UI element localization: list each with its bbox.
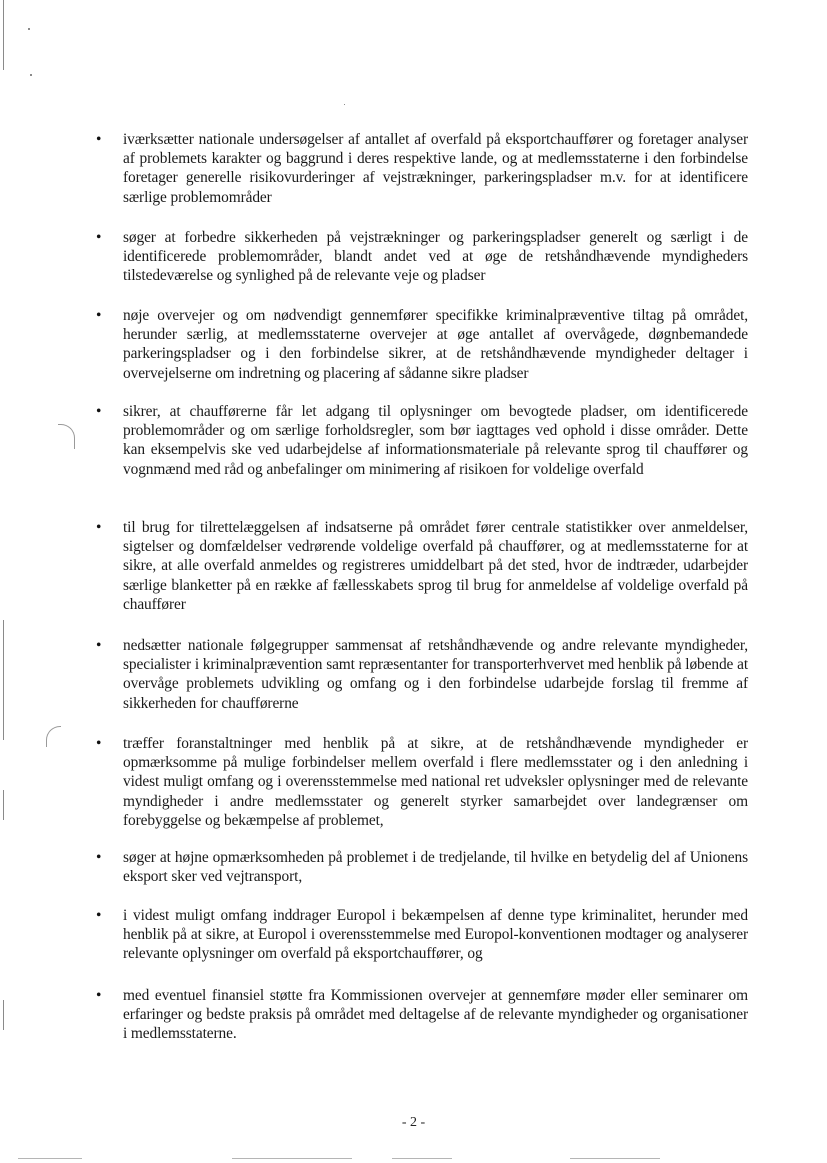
bullet-icon: • <box>96 229 102 246</box>
bullet-icon: • <box>96 307 102 324</box>
list-item-text: med eventuel finansiel støtte fra Kommissionen overvejer at gennemføre møder eller seminarer om erfaringer og bedste praksis på området med deltagelse af de relevante myndigheder og organisationer i medlemsstaterne. <box>123 987 748 1043</box>
list-item <box>96 734 748 830</box>
list-item-text: sikrer, at chaufførerne får let adgang til oplysninger om bevogtede pladser, om identificerede problemområder og om særlige forholdsregler, som bør iagttages ved ophold i disse områder. Dette kan eksempelvis ske ved udarbejdelse af informationsmateriale på relevante sprog til chauffører og vognmænd med råd og anbefalinger om minimering af risikoen for voldelige overfald <box>123 403 748 478</box>
bullet-icon: • <box>96 849 102 866</box>
list-item <box>96 402 748 479</box>
bullet-icon: • <box>96 131 102 148</box>
scan-edge-line <box>3 790 4 820</box>
list-item <box>96 906 748 964</box>
list-item <box>96 848 748 886</box>
list-item-text: søger at forbedre sikkerheden på vejstrækninger og parkeringspladser generelt og særligt i de identificerede problemområder, blandt andet ved at øge de retshåndhævende myndigheders tilstedeværelse og synlighed på de relevante veje og pladser <box>123 229 748 285</box>
bullet-icon: • <box>96 987 102 1004</box>
list-item <box>96 986 748 1044</box>
list-item <box>96 518 748 614</box>
bullet-icon: • <box>96 637 102 654</box>
page-number: - 2 - <box>401 1115 426 1130</box>
scan-edge-line <box>3 1000 4 1030</box>
scan-edge-line <box>3 0 4 70</box>
list-item <box>96 636 748 713</box>
list-item <box>96 130 748 207</box>
scan-edge-line <box>3 620 4 740</box>
list-item-text: iværksætter nationale undersøgelser af antallet af overfald på eksportchauffører og foretager analyser af problemets karakter og baggrund i deres respektive lande, og at medlemsstaterne i den forbindelse foretager generelle risikovurderinger af vejstrækninger, parkeringspladser m.v. for at identificere særlige problemområder <box>123 131 748 206</box>
scan-speck <box>30 74 32 76</box>
list-item-text: søger at højne opmærksomheden på problemet i de tredjelande, til hvilke en betydelig del af Unionens eksport sker ved vejtransport, <box>123 849 748 886</box>
bullet-icon: • <box>96 735 102 752</box>
list-item-text: nedsætter nationale følgegrupper sammensat af retshåndhævende og andre relevante myndigheder, specialister i kriminalprævention samt repræsentanter for transporterhvervet med henblik på løbende at overvåge problemets udvikling og omfang og i den forbindelse udarbejde forslag til fremme af sikkerheden for chaufførerne <box>123 637 748 712</box>
scan-bottom-rule <box>392 1158 452 1159</box>
list-item-text: træffer foranstaltninger med henblik på at sikre, at de retshåndhævende myndigheder er opmærksomme på mulige forbindelser mellem overfald i flere medlemsstater og i den anledning i videst muligt omfang og i overensstemmelse med national ret udveksler oplysninger med de relevante myndigheder i andre medlemsstater og generelt styrker samarbejdet over landegrænser om forebyggelse og bekæmpelse af problemet, <box>123 735 748 829</box>
scan-bottom-rule <box>570 1158 660 1159</box>
bullet-icon: • <box>96 907 102 924</box>
list-item-text: nøje overvejer og om nødvendigt gennemfører specifikke kriminalpræventive tiltag på området, herunder særlig, at medlemsstaterne overvejer at øge antallet af overvågede, døgnbemandede parkeringspladser og i den forbindelse sikrer, at de retshåndhævende myndigheder deltager i overvejelserne om indretning og placering af sådanne sikre pladser <box>123 307 748 382</box>
scan-margin-mark <box>58 424 75 449</box>
list-item <box>96 228 748 286</box>
list-item <box>96 306 748 383</box>
bullet-icon: • <box>96 403 102 420</box>
scan-speck <box>344 104 345 105</box>
scan-speck <box>28 28 30 30</box>
scan-bottom-rule <box>18 1158 82 1159</box>
list-item-text: i videst muligt omfang inddrager Europol i bekæmpelsen af denne type kriminalitet, herunder med henblik på at sikre, at Europol i overensstemmelse med Europol-konventionen modtager og analyserer relevante oplysninger om overfald på eksportchauffører, og <box>123 907 748 963</box>
scan-bottom-rule <box>232 1158 352 1159</box>
bullet-icon: • <box>96 519 102 536</box>
list-item-text: til brug for tilrettelæggelsen af indsatserne på området fører centrale statistikker over anmeldelser, sigtelser og domfældelser vedrørende voldelige overfald på chauffører, og at medlemsstaterne for at sikre, at alle overfald anmeldes og registreres umiddelbart på det sted, hvor de indtræder, udarbejder særlige blanketter på en række af fællesskabets sprog til brug for anmeldelse af voldelige overfald på chauffører <box>123 519 748 613</box>
scan-margin-mark <box>46 726 61 747</box>
